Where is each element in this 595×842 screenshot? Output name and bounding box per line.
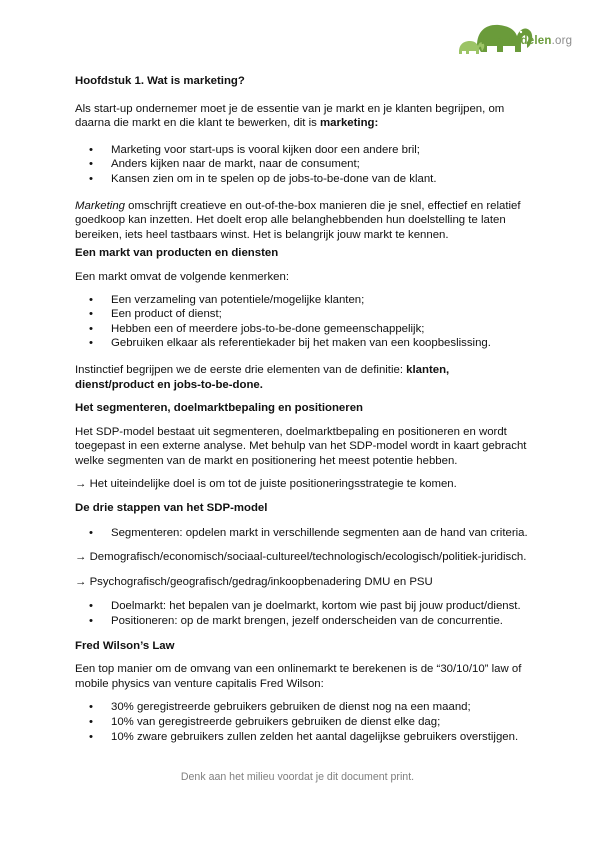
list-item: • Doelmarkt: het bepalen van je doelmarkt, kortom wie past bij jouw product/dienst. [75,599,530,614]
section-title-wilson: Fred Wilson’s Law [75,639,175,652]
steps-arrow-1: → Demografisch/economisch/sociaal-cultureel/technologisch/ecologisch/politiek-juridisch. [75,550,530,565]
sdp-paragraph: Het SDP-model bestaat uit segmenteren, doelmarktbepaling en positioneren en wordt toegepast in een externe analyse. Met behulp van het SDP-model wordt in kaart gebracht welke segmenten van de markt en positionering het meest potentie hebben. [75,425,527,467]
market-closing-bold: klanten, dienst/product en jobs-to-be-done. [75,363,450,391]
list-item: • Segmenteren: opdelen markt in verschillende segmenten aan de hand van criteria. [75,526,530,541]
definition-text: omschrijft creatieve en out-of-the-box manieren die je snel, effectief en relatief goedkoop kan inzetten. Het doelt erop alle belanghebbenden hun doelstelling te laten bereiken, iets heel tastbaars winst. Het is belangrijk jouw markt te kennen. [75,199,521,241]
list-item: • Positioneren: op de markt brengen, jezelf onderscheiden van de concurrentie. [75,614,530,629]
section-title-market: Een markt van producten en diensten [75,247,279,260]
steps-bullet-list-2 [75,599,530,628]
logo-suffix: .org [551,35,573,47]
intro-text: Als start-up ondernemer moet je de essentie van je markt en je klanten begrijpen, om daarna die markt en die klant te bewerken, dit is [75,102,505,130]
market-closing-text: Instinctief begrijpen we de eerste drie elementen van de definitie: [75,363,407,376]
page-footer: Denk aan het milieu voordat je dit document print. [180,771,415,783]
logo-name: Kennisdelen [481,35,552,47]
wilson-paragraph: Een top manier om de omvang van een onlinemarkt te berekenen is de “30/10/10” law of mobile physics van venture capitalis Fred Wilson: [75,663,522,690]
document-body [75,66,530,744]
definition-term: Marketing [75,199,126,212]
section-title-steps: De drie stappen van het SDP-model [75,502,268,515]
list-item: • Anders kijken naar de markt, naar de consument; [75,157,530,172]
logo-wordmark [481,35,572,47]
list-item: • Hebben een of meerdere jobs-to-be-done gemeenschappelijk; [75,322,530,337]
steps-bullet-list-1 [75,526,530,541]
kennisdelen-logo [457,16,577,56]
list-item: • 10% zware gebruikers zullen zelden het aantal dagelijkse gebruikers overstijgen. [75,730,530,745]
intro-bold: marketing: [320,117,379,130]
market-bullet-list [75,293,530,351]
list-item: • Kansen zien om in te spelen op de jobs-to-be-done van de klant. [75,172,530,187]
list-item: • Marketing voor start-ups is vooral kijken door een andere bril; [75,143,530,158]
list-item: • 30% geregistreerde gebruikers gebruiken de dienst nog na een maand; [75,700,530,715]
steps-arrow-2: → Psychografisch/geografisch/gedrag/inkoopbenadering DMU en PSU [75,575,530,590]
section-title-sdp: Het segmenteren, doelmarktbepaling en positioneren [75,402,363,415]
definition-paragraph [75,199,530,243]
intro-bullet-list [75,143,530,187]
market-lead: Een markt omvat de volgende kenmerken: [75,270,290,283]
list-item: • Gebruiken elkaar als referentiekader bij het maken van een koopbeslissing. [75,336,530,351]
market-closing [75,363,530,392]
sdp-arrow-note: → Het uiteindelijke doel is om tot de juiste positioneringsstrategie te komen. [75,477,530,492]
chapter-title: Hoofdstuk 1. Wat is marketing? [75,75,245,87]
list-item: • Een verzameling van potentiele/mogelijke klanten; [75,293,530,308]
list-item: • 10% van geregistreerde gebruikers gebruiken de dienst elke dag; [75,715,530,730]
list-item: • Een product of dienst; [75,307,530,322]
intro-paragraph [75,102,530,131]
wilson-bullet-list [75,700,530,744]
